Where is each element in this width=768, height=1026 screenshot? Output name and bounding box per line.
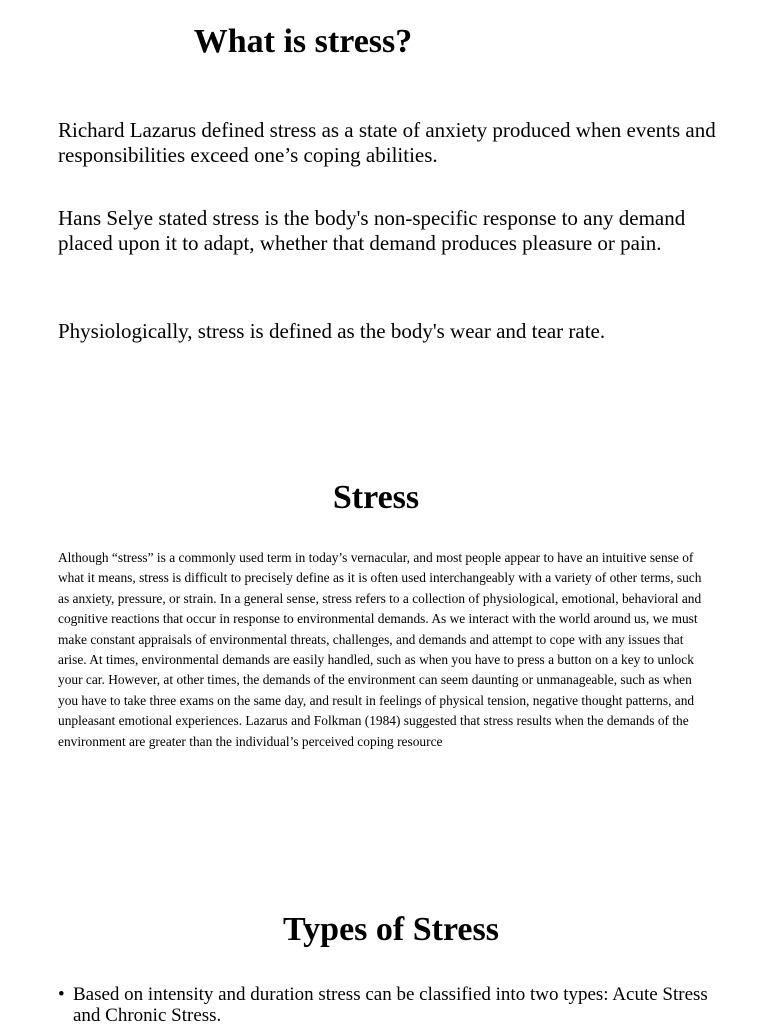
bullet-list xyxy=(58,984,718,1026)
section-title: Types of Stress xyxy=(283,911,499,948)
page-title: What is stress? xyxy=(193,23,413,60)
definition-selye: Hans Selye stated stress is the body's non-specific response to any demand placed upon it to adapt, whether that demand produces pleasure or pain. xyxy=(58,206,686,255)
section-title: Stress xyxy=(332,479,420,516)
list-item xyxy=(58,984,718,1026)
list-item-text: Based on intensity and duration stress can be classified into two types: Acute Stress and Chronic Stress. xyxy=(73,984,708,1026)
definition-lazarus: Richard Lazarus defined stress as a state of anxiety produced when events and responsibilities exceed one’s coping abilities. xyxy=(58,118,716,167)
bullet-icon: • xyxy=(58,984,65,1005)
body-paragraph: Although “stress” is a commonly used term in today’s vernacular, and most people appear to have an intuitive sense of what it means, stress is difficult to precisely define as it is often used interchangeably with a variety of other terms, such as anxiety, pressure, or strain. In a general sense, stress refers to a collection of physiological, emotional, behavioral and cognitive reactions that occur in response to environmental demands. As we interact with the world around us, we must make constant appraisals of environmental threats, challenges, and demands and attempt to cope with any issues that arise. At times, environmental demands are easily handled, such as when you have to press a button on a key to unlock your car. However, at other times, the demands of the environment can seem daunting or unmanageable, such as when you have to take three exams on the same day, and result in feelings of physical tension, negative thought patterns, and unpleasant emotional experiences. Lazarus and Folkman (1984) suggested that stress results when the demands of the environment are greater than the individual’s perceived coping resource xyxy=(58,550,702,749)
definition-physiological: Physiologically, stress is defined as the body's wear and tear rate. xyxy=(58,319,606,343)
